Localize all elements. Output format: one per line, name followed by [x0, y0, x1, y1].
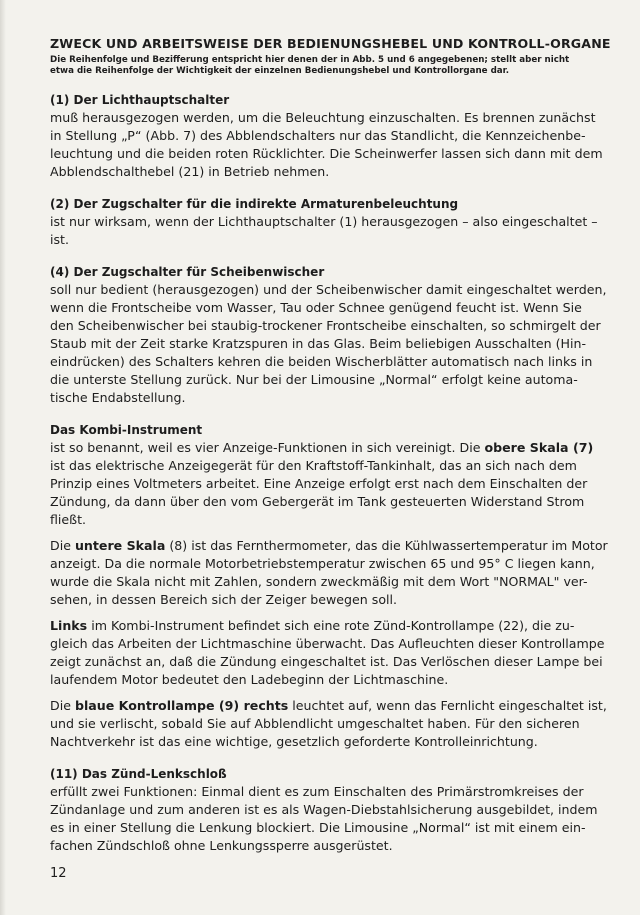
section-paragraph [50, 213, 598, 249]
section-heading: (2) Der Zugschalter für die indirekte Armaturenbeleuchtung [50, 197, 459, 211]
text-line: und sie verlischt, sobald Sie auf Abblendlicht umgeschaltet haben. Für den sicheren [50, 716, 580, 731]
text-line: muß herausgezogen werden, um die Beleuchtung einzuschalten. Es brennen zunächst [50, 110, 596, 125]
text-run: (8) ist das Fernthermometer, das die Kühlwassertemperatur im Motor [165, 538, 608, 553]
text-line: Abblendschalthebel (21) in Betrieb nehmen. [50, 164, 330, 179]
text-run: Die [50, 538, 75, 553]
section-paragraph [50, 617, 605, 689]
text-run: im Kombi-Instrument befindet sich eine rote Zünd-Kontrollampe (22), die zu- [87, 618, 575, 633]
section-paragraph [50, 439, 598, 529]
intro-line: Die Reihenfolge und Bezifferung entspricht hier denen der in Abb. 5 und 6 angegebenen; stellt aber nicht [50, 55, 570, 65]
text-run: Die [50, 698, 75, 713]
section-scheibenwischer [50, 263, 607, 407]
bold-term: untere Skala [74, 538, 166, 553]
page-title: ZWECK UND ARBEITSWEISE DER BEDIENUNGSHEBEL UND KONTROLL-ORGANE [50, 36, 611, 51]
text-line: den Scheibenwischer bei staubig-trockener Frontscheibe einschalten, so schmirgelt der [50, 318, 601, 333]
text-line: leuchtung und die beiden roten Rücklichter. Die Scheinwerfer lassen sich dann mit dem [50, 146, 603, 161]
page-number: 12 [50, 866, 67, 881]
text-line [50, 439, 598, 457]
text-line: wurde die Skala nicht mit Zahlen, sondern zweckmäßig mit dem Wort "NORMAL" ver- [50, 574, 588, 589]
text-line: Staub mit der Zeit starke Kratzspuren in das Glas. Beim beliebigen Ausschalten (Hin- [50, 336, 587, 351]
text-line: ist. [50, 232, 70, 247]
text-line: fließt. [50, 512, 87, 527]
text-run: ist so benannt, weil es vier Anzeige-Funktionen in sich vereinigt. Die [50, 440, 485, 455]
bold-term: blaue Kontrollampe (9) rechts [74, 698, 289, 713]
bold-term: obere Skala (7) [484, 440, 594, 455]
text-line: es in einer Stellung die Lenkung blockiert. Die Limousine „Normal“ ist mit einem ein- [50, 820, 586, 835]
text-line [50, 697, 607, 715]
text-line: laufendem Motor bedeutet den Ladebeginn der Lichtmaschine. [50, 672, 449, 687]
text-line: zeigt zunächst an, daß die Zündung eingeschaltet ist. Das Verlöschen dieser Lampe bei [50, 654, 603, 669]
text-line: anzeigt. Da die normale Motorbetriebstemperatur zwischen 65 und 95° C liegen kann, [50, 556, 595, 571]
text-line: ist das elektrische Anzeigegerät für den Kraftstoff-Tankinhalt, das an sich nach dem [50, 458, 577, 473]
section-heading: Das Kombi-Instrument [50, 423, 203, 437]
text-line: Zündung, da dann über den vom Gebergerät im Tank gesteuerten Widerstand Strom [50, 494, 585, 509]
section-heading: (11) Das Zünd-Lenkschloß [50, 767, 227, 781]
text-line [50, 617, 598, 635]
text-run: leuchtet auf, wenn das Fernlicht eingeschaltet ist, [288, 698, 607, 713]
intro-note [50, 55, 598, 77]
text-line: ist nur wirksam, wenn der Lichthauptschalter (1) herausgezogen – also eingeschaltet – [50, 214, 598, 229]
section-armaturenbeleuchtung [50, 195, 598, 249]
text-line: soll nur bedient (herausgezogen) und der Scheibenwischer damit eingeschaltet werden, [50, 282, 607, 297]
section-paragraph [50, 697, 607, 751]
text-line: in Stellung „P“ (Abb. 7) des Abblendschalters nur das Standlicht, die Kennzeichenbe- [50, 128, 586, 143]
section-heading: (1) Der Lichthauptschalter [50, 93, 230, 107]
section-heading: (4) Der Zugschalter für Scheibenwischer [50, 265, 325, 279]
text-line: Nachtverkehr ist das eine wichtige, gesetzlich geforderte Kontrolleinrichtung. [50, 734, 538, 749]
bold-term: Links [50, 618, 88, 633]
section-paragraph [50, 109, 603, 181]
text-line: die unterste Stellung zurück. Nur bei der Limousine „Normal“ erfolgt keine automa- [50, 372, 578, 387]
section-lichthauptschalter [50, 91, 603, 181]
text-line: Prinzip eines Voltmeters arbeitet. Eine Anzeige erfolgt erst nach dem Einschalten der [50, 476, 588, 491]
text-line: tische Endabstellung. [50, 390, 186, 405]
text-line: fachen Zündschloß ohne Lenkungssperre ausgerüstet. [50, 838, 393, 853]
text-line: Zündanlage und zum anderen ist es als Wagen-Diebstahlsicherung ausgebildet, indem [50, 802, 598, 817]
text-line: sehen, in dessen Bereich sich der Zeiger bewegen soll. [50, 592, 398, 607]
text-line [50, 537, 608, 555]
section-kombi-instrument [50, 421, 608, 751]
section-paragraph [50, 537, 608, 609]
section-zuend-lenkschloss [50, 765, 598, 855]
section-paragraph [50, 281, 607, 407]
text-line: erfüllt zwei Funktionen: Einmal dient es zum Einschalten des Primärstromkreises der [50, 784, 584, 799]
section-paragraph [50, 783, 598, 855]
text-line: gleich das Arbeiten der Lichtmaschine überwacht. Das Aufleuchten dieser Kontrollampe [50, 636, 605, 651]
text-line: eindrücken) des Schalters kehren die beiden Wischerblätter automatisch nach links in [50, 354, 593, 369]
intro-line: etwa die Reihenfolge der Wichtigkeit der einzelnen Bedienungshebel und Kontrollorgane dar. [50, 66, 509, 76]
text-line: wenn die Frontscheibe vom Wasser, Tau oder Schnee genügend feucht ist. Wenn Sie [50, 300, 582, 315]
